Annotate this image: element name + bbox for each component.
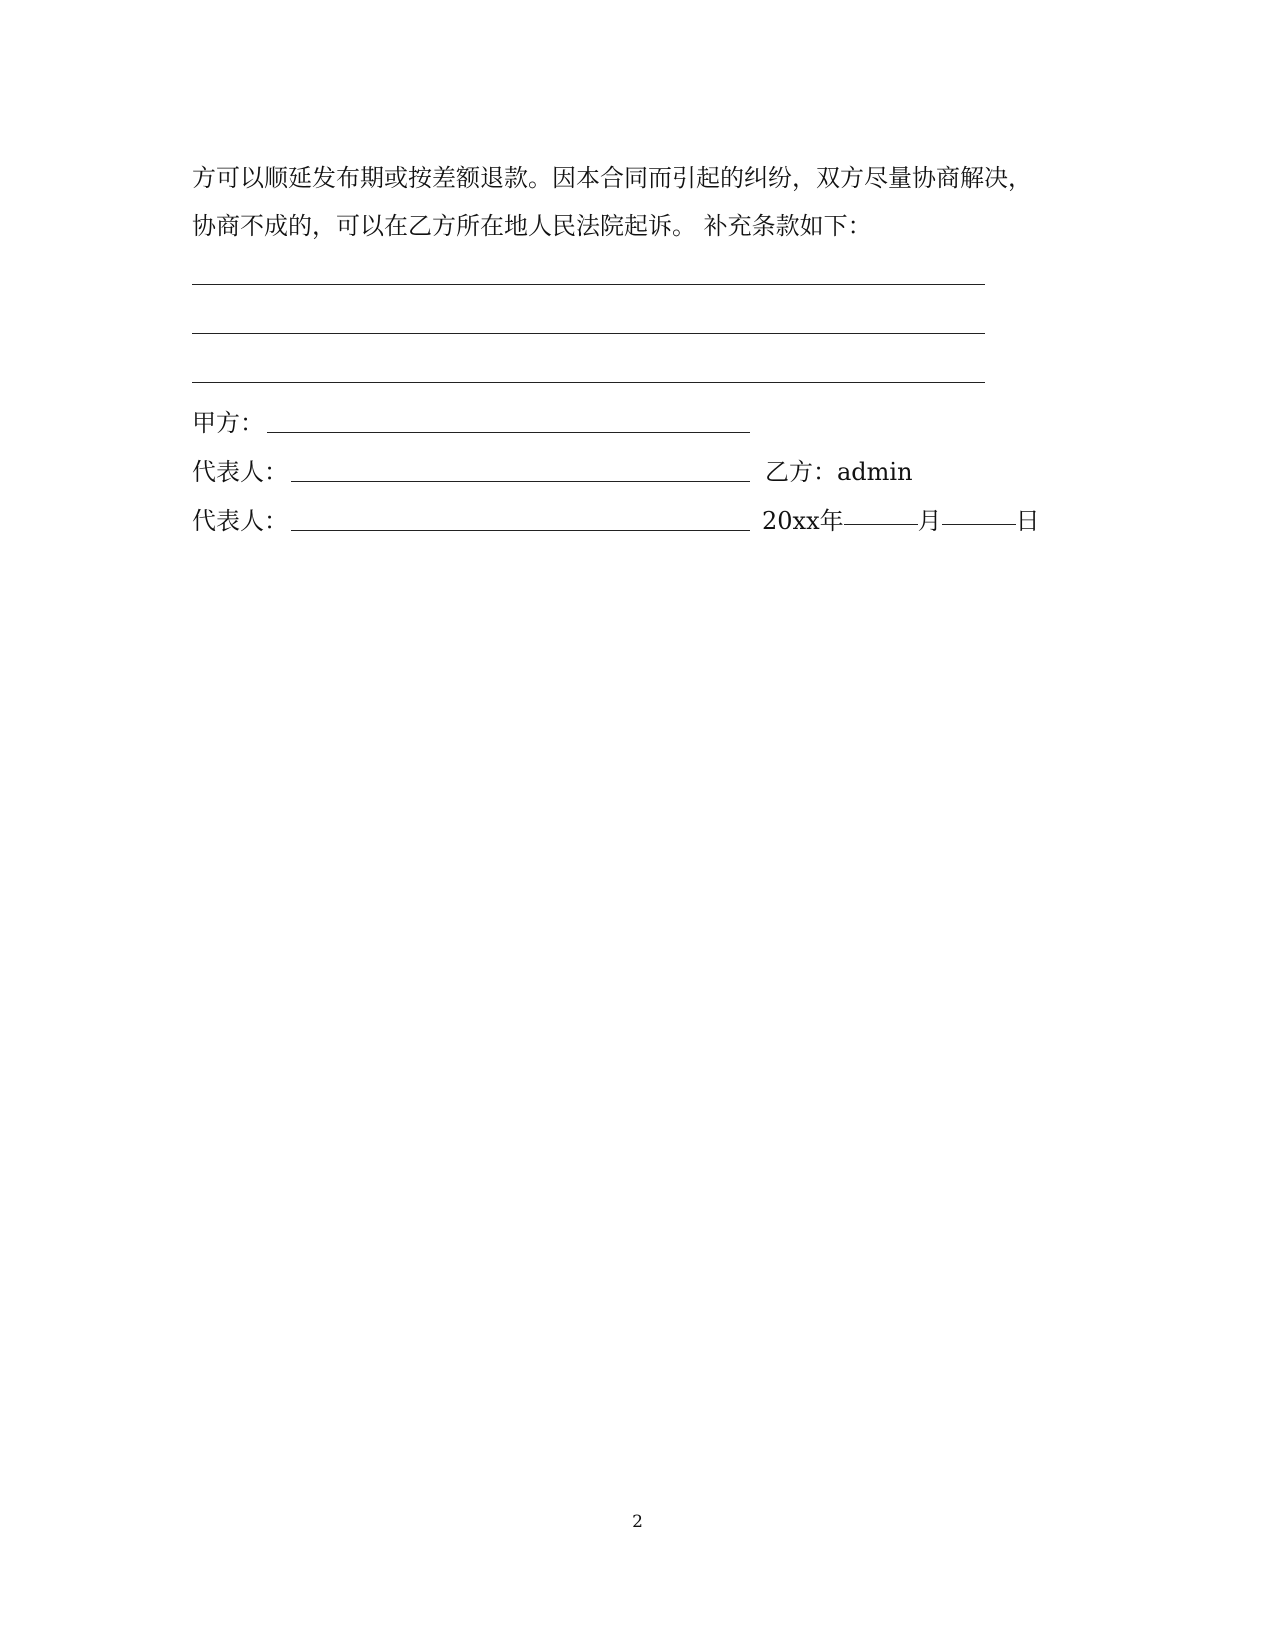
representative-a-label: 代表人： — [192, 458, 288, 486]
party-a-label: 甲方： — [192, 409, 264, 437]
supplementary-terms-blank-line — [192, 382, 985, 383]
contract-paragraph — [192, 154, 1072, 250]
date-day-unit: 日 — [1015, 507, 1040, 535]
representative-b-label: 代表人： — [192, 507, 288, 535]
paragraph-line: 方可以顺延发布期或按差额退款。因本合同而引起的纠纷，双方尽量协商解决， — [192, 164, 1032, 192]
date-year: 20xx年 — [762, 507, 844, 535]
date-month-blank — [844, 524, 918, 525]
signing-date — [762, 497, 1040, 545]
representative-a-row — [192, 448, 1092, 496]
supplementary-terms-blank-line — [192, 333, 985, 334]
paragraph-line: 协商不成的，可以在乙方所在地人民法院起诉。 补充条款如下： — [192, 212, 872, 240]
date-month-unit: 月 — [917, 507, 942, 535]
representative-b-row — [192, 497, 1092, 545]
supplementary-terms-blank-line — [192, 284, 985, 285]
party-a-row — [192, 399, 1092, 447]
date-day-blank — [942, 524, 1016, 525]
page-number: 2 — [632, 1512, 643, 1532]
representative-b-blank-line — [291, 530, 750, 531]
party-a-blank-line — [267, 432, 750, 433]
representative-a-blank-line — [291, 481, 750, 482]
party-b-label: 乙方：admin — [765, 458, 913, 486]
